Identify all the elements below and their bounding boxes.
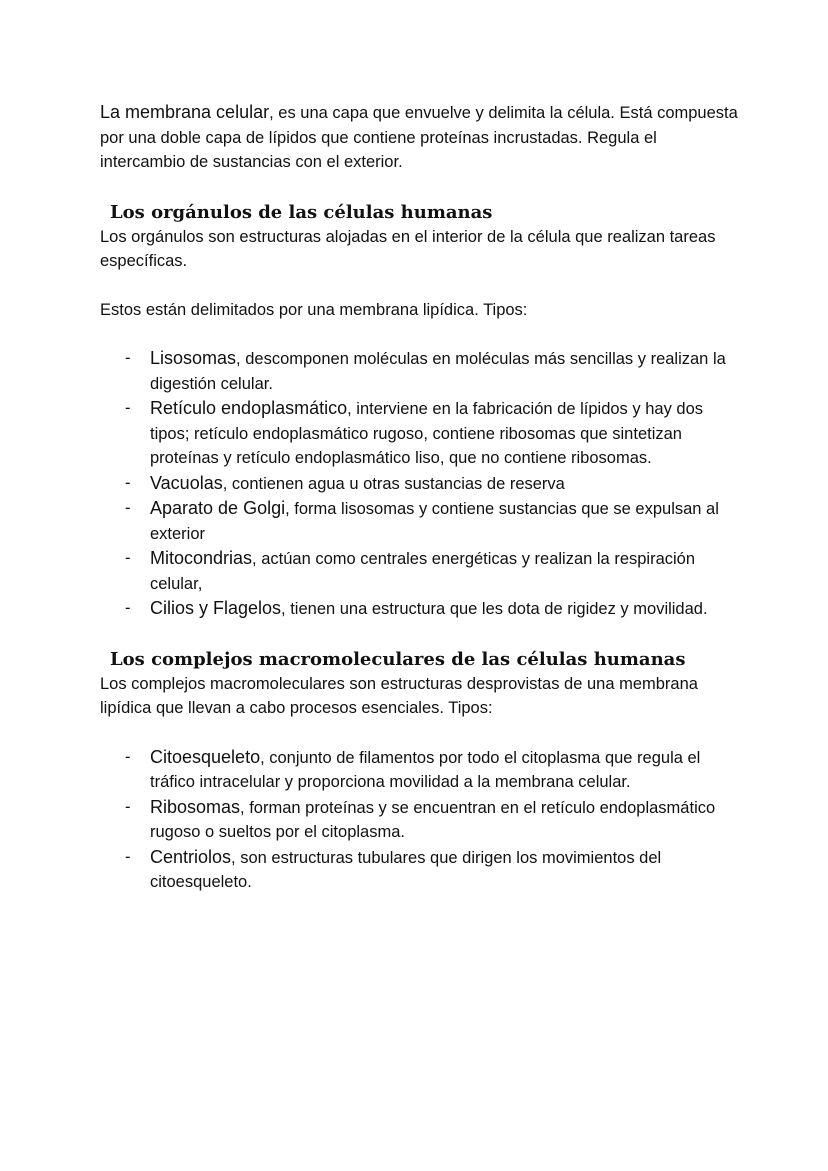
document-page <box>100 100 740 895</box>
organulos-types-intro: Estos están delimitados por una membrana lipídica. Tipos: <box>100 300 528 319</box>
list-item: - Lisosomas, descomponen moléculas en moléculas más sencillas y realizan la digestión celular. <box>125 348 726 393</box>
item-term: Citoesqueleto <box>150 746 261 767</box>
item-text: , conjunto de filamentos por todo el citoplasma que regula el tráfico intracelular y proporciona movilidad a la membrana celular. <box>150 748 701 791</box>
list-item: - Centriolos, son estructuras tubulares que dirigen los movimientos del citoesqueleto. <box>125 846 662 891</box>
item-term: Ribosomas <box>150 796 241 817</box>
list-item: - Cilios y Flagelos, tienen una estructura que les dota de rigidez y movilidad. <box>125 598 708 618</box>
list-item: - Vacuolas, contienen agua u otras sustancias de reserva <box>125 472 565 493</box>
item-term: Cilios y Flagelos <box>150 598 282 618</box>
organulos-list <box>100 346 740 622</box>
item-text: , actúan como centrales energéticas y realizan la respiración celular, <box>150 550 696 593</box>
item-term: Vacuolas <box>150 472 223 493</box>
complejos-definition: Los complejos macromoleculares son estructuras desprovistas de una membrana lipídica que llevan a cabo procesos esenciales. Tipos: <box>100 674 698 717</box>
intro-term: La membrana celular <box>100 102 270 122</box>
item-term: Retículo endoplasmático <box>150 398 348 418</box>
item-text: , son estructuras tubulares que dirigen los movimientos del citoesqueleto. <box>150 848 662 891</box>
item-text: , descomponen moléculas en moléculas más sencillas y realizan la digestión celular. <box>150 350 726 393</box>
section-heading-complejos: Los complejos macromoleculares de las células humanas <box>110 648 686 670</box>
list-item: - Citoesqueleto, conjunto de filamentos por todo el citoplasma que regula el tráfico intracelular y proporciona movilidad a la membrana celular. <box>125 746 701 791</box>
item-term: Aparato de Golgi <box>150 498 286 518</box>
item-text: , forma lisosomas y contiene sustancias que se expulsan al exterior <box>150 500 719 543</box>
item-text: , interviene en la fabricación de lípidos y hay dos tipos; retículo endoplasmático rugoso, contiene ribosomas que sintetizan proteínas y retículo endoplasmático liso, que no contiene ribosomas. <box>150 400 704 467</box>
item-term: Centriolos <box>150 846 232 867</box>
organulos-definition: Los orgánulos son estructuras alojadas en el interior de la célula que realizan tareas específicas. <box>100 227 716 270</box>
list-item: - Retículo endoplasmático, interviene en la fabricación de lípidos y hay dos tipos; retículo endoplasmático rugoso, contiene ribosomas que sintetizan proteínas y retículo endoplasmático liso, que no contiene ribosomas. <box>125 398 704 467</box>
section-heading-organulos: Los orgánulos de las células humanas <box>110 201 493 223</box>
item-text: , contienen agua u otras sustancias de reserva <box>222 474 565 493</box>
intro-paragraph <box>100 100 740 175</box>
item-text: , forman proteínas y se encuentran en el retículo endoplasmático rugoso o sueltos por el citoplasma. <box>150 798 716 841</box>
item-text: , tienen una estructura que les dota de rigidez y movilidad. <box>281 600 708 618</box>
list-item: - Mitocondrias, actúan como centrales energéticas y realizan la respiración celular, <box>125 548 696 593</box>
complejos-list <box>100 745 740 895</box>
intro-text: , es una capa que envuelve y delimita la célula. Está compuesta por una doble capa de lípidos que contiene proteínas incrustadas. Regula el intercambio de sustancias con el exterior. <box>100 104 738 171</box>
item-term: Mitocondrias <box>150 548 253 568</box>
item-term: Lisosomas <box>150 348 237 368</box>
list-item: - Aparato de Golgi, forma lisosomas y contiene sustancias que se expulsan al exterior <box>125 498 719 543</box>
list-item: - Ribosomas, forman proteínas y se encuentran en el retículo endoplasmático rugoso o sueltos por el citoplasma. <box>125 796 716 841</box>
